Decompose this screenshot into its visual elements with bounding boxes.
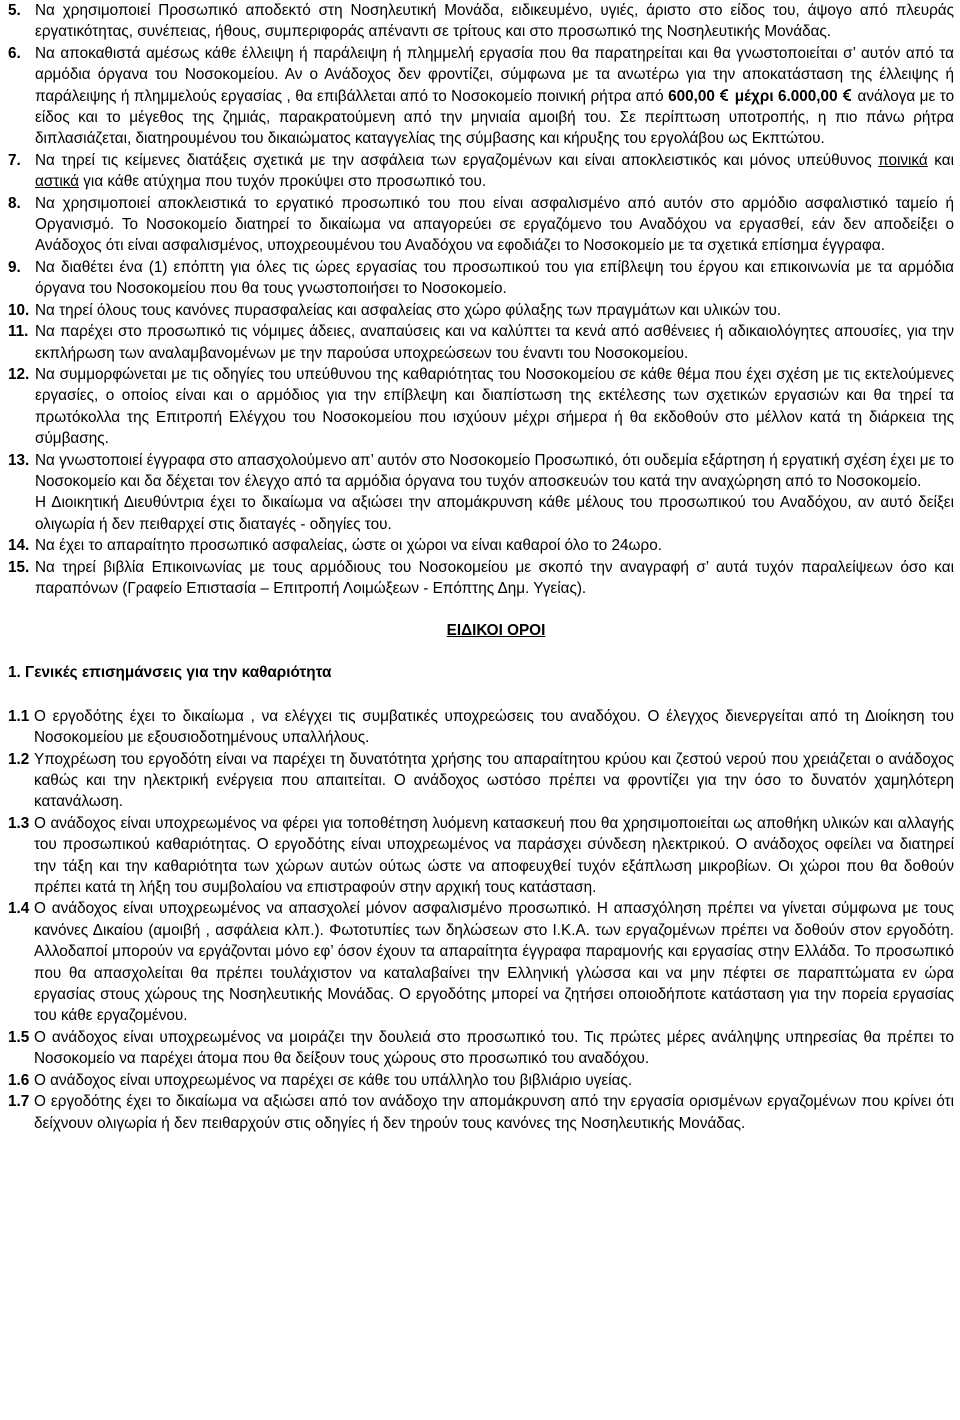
item-number: 8. bbox=[8, 194, 21, 212]
item-text: ανάλογα με το είδος και το μέγεθος της ζημιάς, παρακρατούμενη από την μηνιαία αμοιβή του. Σε περίπτωση υποτροπής, η πιο πάνω ρήτρα διπλασιάζεται, διατηρουμένου του δικαιώματος καταγγελίας της σύμβασης και κήρυξης του εργολάβου ως Εκπτώτου. bbox=[35, 87, 955, 148]
obligation-item-14 bbox=[8, 535, 954, 556]
penalty-amount-max: 6.000,00 bbox=[778, 87, 838, 105]
item-number: 13. bbox=[8, 451, 30, 469]
clause-1-1 bbox=[8, 706, 954, 749]
item-text: Να συμμορφώνεται με τις οδηγίες του υπεύθυνου της καθαριότητας του Νοσοκομείου σε κάθε θέμα που έχει σχέση με τις εκτελούμενες εργασίες, ο οποίος είναι και ο αρμόδιος για την επίβλεψη και διαπίστωση της εκτέλεσης των σχετικών εργασιών και θα τηρεί τα πρωτόκολλα της Επιτροπή Ελέγχου του Νοσοκομείου που ισχύουν μέχρι σήμερα ή θα εκδοθούν στο μέλλον κατά τη διάρκεια της σύμβασης. bbox=[35, 365, 954, 448]
item-number: 6. bbox=[8, 44, 21, 62]
clause-number: 1.4 bbox=[8, 900, 30, 918]
item-number: 9. bbox=[8, 258, 21, 276]
section-heading: 1. Γενικές επισημάνσεις για την καθαριότητα bbox=[8, 664, 332, 682]
obligation-item-11 bbox=[8, 321, 954, 364]
item-text: μέχρι bbox=[734, 87, 774, 105]
item-number: 7. bbox=[8, 151, 21, 169]
clause-number: 1.5 bbox=[8, 1028, 30, 1046]
clause-1-5 bbox=[8, 1027, 954, 1070]
obligation-item-15 bbox=[8, 557, 954, 600]
clause-text: Ο ανάδοχος είναι υποχρεωμένος να απασχολεί μόνον ασφαλισμένο προσωπικό. Η απασχόληση πρέπει να γίνεται σύμφωνα με τους κανόνες Δικαίου (αμοιβή , ασφάλεια κλπ.). Φωτοτυπίες των δηλώσεων στο Ι.Κ.Α. των εργαζομένων πρέπει να δοθούν στον εργοδότη. Αλλοδαποί μπορούν να εργάζονται μόνο εφ’ όσον έχουν τα απαραίτητα έγγραφα παραμονής και εργασίας στην Ελλάδα. Το προσωπικό που θα απασχολείται θα πρέπει τουλάχιστον να καταλαβαίνει την Ελληνική γλώσσα και να μην πέφτει σε παραπτώματα εν ώρα εργασίας στους χώρους της Νοσηλευτικής Μονάδας. Ο εργοδότης μπορεί να ζητήσει οποιοδήποτε κατάσταση για την πορεία εργασίας του κάθε εργαζομένου. bbox=[34, 900, 954, 1025]
obligation-item-9 bbox=[8, 257, 954, 300]
clause-text: Ο ανάδοχος είναι υποχρεωμένος να φέρει για τοποθέτηση λυόμενη κατασκευή που θα χρησιμοποιείται ως αποθήκη υλικών και αλλαγής του προσωπικού καθαριότητας. Ο εργοδότης είναι υποχρεωμένος να παράσχει σύνδεση ηλεκτρικού. Ο ανάδοχος οφείλει να διατηρεί την τάξη και την καθαριότητα των χώρων αυτών ούτως ώστε να αποφευχθεί τυχόν εξάπλωση μικροβίων. Οι χώροι που θα δοθούν πρέπει κατά τη λήξη του συμβολαίου να επιστραφούν στην αρχική τους κατάσταση. bbox=[34, 814, 954, 897]
item-text: Να γνωστοποιεί έγγραφα στο απασχολούμενο απ’ αυτόν στο Νοσοκομείο Προσωπικό, ότι ουδεμία εξάρτηση ή εργατική σχέση έχει με το Νοσοκομείο και δα δέχεται τον έλεγχο από τα αρμόδια όργανα του τυχόν αποσκευών του κατά την αναχώρηση από το Νοσοκομείο. bbox=[35, 451, 954, 490]
clause-1-7 bbox=[8, 1091, 954, 1134]
item-number: 11. bbox=[8, 323, 29, 341]
item-text: Να διαθέτει ένα (1) επόπτη για όλες τις ώρες εργασίας του προσωπικού του για επίβλεψη του έργου και επικοινωνία με τα αρμόδια όργανα του Νοσοκομείου που θα τους γνωστοποιήσει το Νοσοκομείο. bbox=[35, 258, 954, 298]
clause-text: Ο ανάδοχος είναι υποχρεωμένος να μοιράζει την δουλειά στο προσωπικό του. Τις πρώτες μέρες ανάληψης υπηρεσίας θα πρέπει το Νοσοκομείο να παρέχει άτομα που θα δείξουν τους χώρους στο προσωπικό του αναδόχου. bbox=[34, 1028, 954, 1068]
item-continuation: Η Διοικητική Διευθύντρια έχει το δικαίωμα να αξιώσει την απομάκρυνση κάθε μέλους του προσωπικού του Αναδόχου, αν αυτό δείξει ολιγωρία ή δεν πειθαρχεί στις διαταγές - οδηγίες του. bbox=[35, 494, 954, 533]
item-text: Να έχει το απαραίτητο προσωπικό ασφαλείας, ώστε οι χώροι να είναι καθαροί όλο το 24ωρο. bbox=[35, 537, 662, 555]
item-text: Να τηρεί όλους τους κανόνες πυρασφαλείας και ασφαλείας στο χώρο φύλαξης των πραγμάτων και υλικών του. bbox=[35, 301, 782, 319]
item-number: 15. bbox=[8, 558, 30, 576]
penalty-amount-min: 600,00 bbox=[668, 87, 715, 105]
item-text: Να χρησιμοποιεί αποκλειστικά το εργατικό προσωπικό του που είναι ασφαλισμένο από αυτόν στο αρμόδιο ασφαλιστικό ταμείο ή Οργανισμό. Το Νοσοκομείο διατηρεί το δικαίωμα να απαγορεύει σε εργαζόμενο του Αναδόχου να εργασθεί, εάν δεν αποδείξει ο Ανάδοχος ότι είναι ασφαλισμένος, υποχρεουμένου του Αναδόχου να εφοδιάζει το Νοσοκομείο με τα σχετικά επίσημα έγγραφα. bbox=[35, 194, 954, 255]
item-number: 5. bbox=[8, 2, 21, 19]
item-text: και bbox=[934, 151, 954, 169]
item-text: για κάθε ατύχημα που τυχόν προκύψει στο προσωπικό του. bbox=[83, 173, 487, 191]
obligation-item-6 bbox=[8, 43, 954, 150]
euro-icon bbox=[720, 88, 729, 102]
item-text: Να παρέχει στο προσωπικό τις νόμιμες άδειες, αναπαύσεις και να καλύπτει τα κενά από ασθένειες ή αδικαιολόγητες απουσίες, για την εκπλήρωση των αναλαμβανομένων με την παρούσα υποχρεώσεων του έναντι του Νοσοκομείου. bbox=[35, 323, 954, 362]
clause-number: 1.6 bbox=[8, 1071, 30, 1089]
clause-1-6 bbox=[8, 1070, 954, 1091]
item-number: 12. bbox=[8, 365, 30, 383]
obligation-item-10 bbox=[8, 300, 954, 321]
obligation-item-12 bbox=[8, 364, 954, 450]
obligation-item-8 bbox=[8, 193, 954, 257]
item-text: Να χρησιμοποιεί Προσωπικό αποδεκτό στη Νοσηλευτική Μονάδα, ειδικευμένο, υγιές, άριστο στο είδος του, άψογο από πλευράς εργατικότητας, συνέπειας, ήθους, συμπεριφοράς απέναντι σε τρίτους και στο προσωπικό της Νοσηλευτικής Μονάδας. bbox=[35, 2, 954, 41]
obligation-item-7 bbox=[8, 150, 954, 193]
item-text: Να τηρεί τις κείμενες διατάξεις σχετικά με την ασφάλεια των εργαζομένων και είναι αποκλειστικός και μόνος υπεύθυνος bbox=[35, 151, 872, 169]
clause-number: 1.1 bbox=[8, 707, 30, 725]
item-number: 10. bbox=[8, 301, 30, 319]
clause-1-3 bbox=[8, 813, 954, 899]
clause-text: Ο εργοδότης έχει το δικαίωμα , να ελέγχει τις συμβατικές υποχρεώσεις του αναδόχου. Ο έλεγχος διενεργείται από τη Διοίκηση του Νοσοκομείου με εξουσιοδοτημένους υπαλλήλους. bbox=[34, 707, 954, 747]
underlined-word: ποινικά bbox=[878, 151, 928, 169]
underlined-word: αστικά bbox=[35, 173, 80, 191]
item-text: Να τηρεί βιβλία Επικοινωνίας με τους αρμόδιους του Νοσοκομείου με σκοπό την αναγραφή σ’ αυτά τυχόν παραλείψεων όσο και παραπόνων (Γραφείο Επιστασία – Επιτροπή Λοιμώξεων - Επόπτης Δημ. Υγείας). bbox=[35, 558, 954, 597]
clause-text: Υποχρέωση του εργοδότη είναι να παρέχει τη δυνατότητα χρήσης του απαραίτητου κρύου και ζεστού νερού που χρειάζεται ο ανάδοχος καθώς και την ηλεκτρική ενέργεια που απαιτείται. Ο ανάδοχος ωστόσο πρέπει να φροντίζει για την όσο το δυνατόν χαμηλότερη κατανάλωση. bbox=[34, 750, 954, 811]
clause-number: 1.3 bbox=[8, 814, 30, 832]
obligation-item-5 bbox=[8, 0, 954, 43]
clause-text: Ο ανάδοχος είναι υποχρεωμένος να παρέχει σε κάθε του υπάλληλο του βιβλιάριο υγείας. bbox=[34, 1071, 633, 1089]
clause-1-4 bbox=[8, 898, 954, 1026]
euro-icon bbox=[843, 88, 852, 102]
item-number: 14. bbox=[8, 537, 30, 555]
clause-text: Ο εργοδότης έχει το δικαίωμα να αξιώσει από τον ανάδοχο την απομάκρυνση από την εργασία ορισμένων εργαζομένων που κρίνει ότι δείχνουν ολιγωρία ή δεν πειθαρχούν στις οδηγίες ή δεν τηρούν τους κανόνες της Νοσηλευτικής Μονάδας. bbox=[34, 1093, 954, 1132]
clause-number: 1.7 bbox=[8, 1093, 30, 1111]
clause-1-2 bbox=[8, 749, 954, 813]
item-text: Να αποκαθιστά αμέσως κάθε έλλειψη ή παράλειψη ή πλημμελή εργασία που θα παρατηρείται και θα γνωστοποιείται σ’ αυτόν από τα αρμόδια όργανα του Νοσοκομείου. Αν ο Ανάδοχος δεν φροντίζει, σύμφωνα με τα ανωτέρω για την αποκατάσταση της έλλειψης ή παράλειψης ή πλημμελούς εργασίας , θα επιβάλλεται από το Νοσοκομείο ποινική ρήτρα από bbox=[35, 44, 954, 105]
obligation-item-13 bbox=[8, 450, 954, 536]
special-terms-title: ΕΙΔΙΚΟΙ ΟΡΟΙ bbox=[446, 622, 546, 640]
clause-number: 1.2 bbox=[8, 750, 30, 768]
